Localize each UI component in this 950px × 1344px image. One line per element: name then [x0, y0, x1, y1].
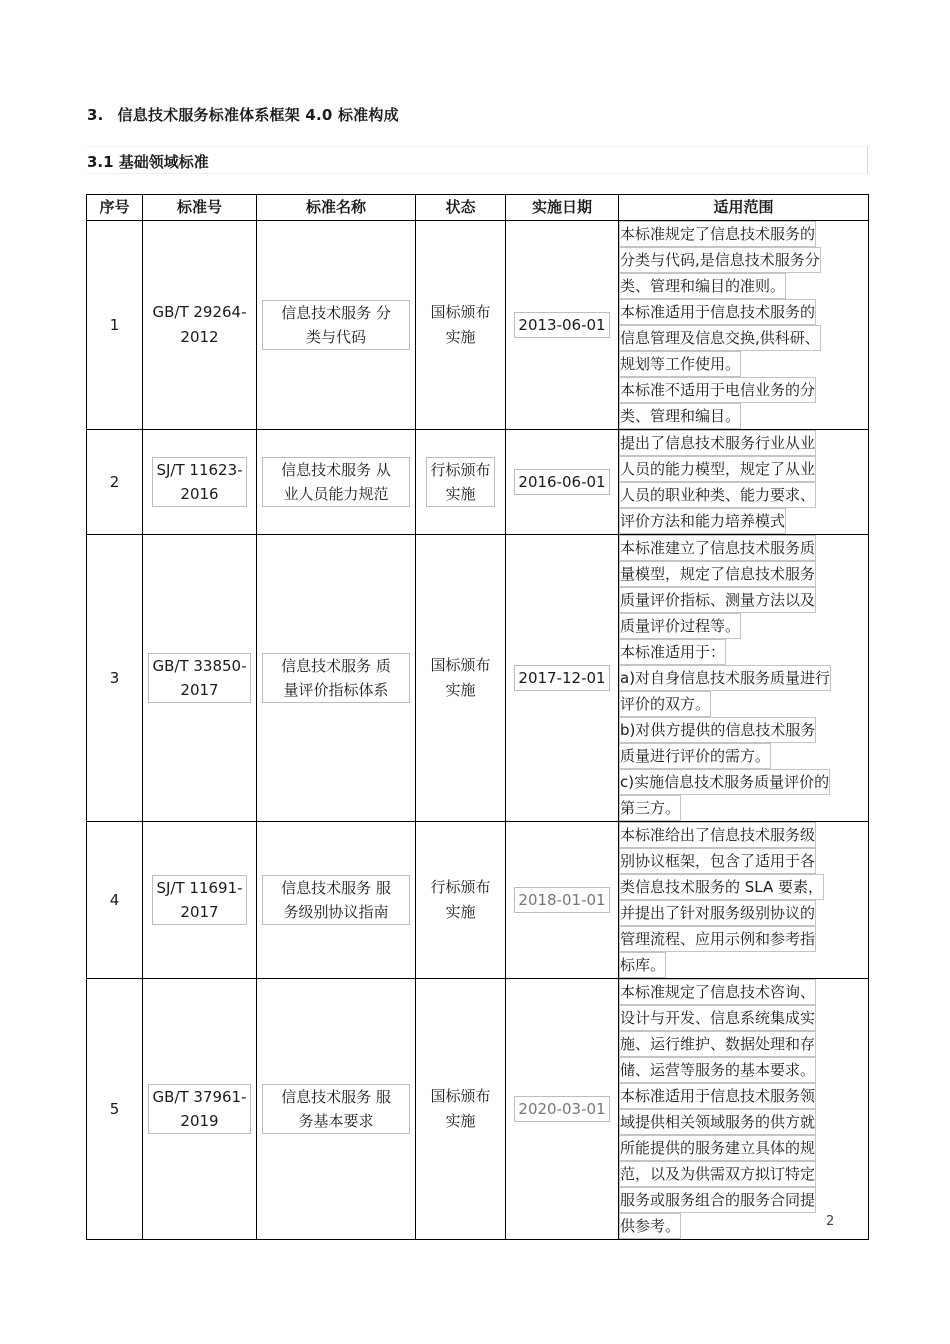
scope-line: a)对自身信息技术服务质量进行	[619, 665, 831, 691]
scope-line: 评价的双方。	[619, 691, 711, 717]
scope-line: 规划等工作使用。	[619, 351, 741, 377]
cell-date	[506, 430, 619, 535]
cell-code	[143, 979, 257, 1240]
cell-scope	[619, 822, 869, 979]
table-row	[87, 822, 869, 979]
scope-line: 类信息技术服务的 SLA 要素，	[619, 874, 824, 900]
scope-line: 提出了信息技术服务行业从业	[619, 430, 816, 456]
scope-line: 人员的职业种类、能力要求、	[619, 482, 816, 508]
code-line: GB/T 29264-	[152, 303, 247, 321]
cell-name	[257, 535, 416, 822]
cell-code	[143, 430, 257, 535]
scope-line: 本标准规定了信息技术服务的	[619, 221, 816, 247]
scope-line: 评价方法和能力培养模式	[619, 508, 786, 534]
table-row	[87, 535, 869, 822]
header-scope: 适用范围	[619, 195, 869, 221]
scope-line: 信息管理及信息交换,供科研、	[619, 325, 821, 351]
cell-name	[257, 430, 416, 535]
scope-line: c)实施信息技术服务质量评价的	[619, 769, 830, 795]
scope-line: 本标准适用于信息技术服务的	[619, 299, 816, 325]
code-box: GB/T 33850- 2017	[148, 653, 250, 703]
scope-line: 范，以及为供需双方拟订特定	[619, 1161, 816, 1187]
standard-name: 信息技术服务 质 量评价指标体系	[262, 653, 410, 703]
scope-line: 分类与代码,是信息技术服务分	[619, 247, 821, 273]
scope-line: 本标准不适用于电信业务的分	[619, 377, 816, 403]
scope-line: 域提供相关领域服务的供方就	[619, 1109, 816, 1135]
scope-line: 第三方。	[619, 795, 681, 821]
scope-line: 服务或服务组合的服务合同提	[619, 1187, 816, 1213]
scope-line: 别协议框架，包含了适用于各	[619, 848, 816, 874]
subsection-heading-box	[86, 146, 868, 174]
table-row	[87, 979, 869, 1240]
scope-line: b)对供方提供的信息技术服务	[619, 717, 816, 743]
scope-line: 质量进行评价的需方。	[619, 743, 771, 769]
cell-status: 国标颁布 实施	[416, 221, 506, 430]
subsection-heading: 3.1 基础领域标准	[87, 153, 209, 171]
scope-line: 量模型，规定了信息技术服务	[619, 561, 816, 587]
effective-date: 2018-01-01	[514, 887, 609, 913]
code-box: SJ/T 11691- 2017	[152, 875, 246, 925]
code-box: GB/T 37961- 2019	[148, 1084, 250, 1134]
page-number: 2	[826, 1214, 835, 1229]
standard-name: 信息技术服务 从 业人员能力规范	[262, 457, 410, 507]
scope-line: 本标准给出了信息技术服务级	[619, 822, 816, 848]
scope-line: 设计与开发、信息系统集成实	[619, 1005, 816, 1031]
standard-name: 信息技术服务 服 务基本要求	[262, 1084, 410, 1134]
scope-line: 本标准建立了信息技术服务质	[619, 535, 816, 561]
table-header-row	[87, 195, 869, 221]
status-box: 行标颁布 实施	[426, 457, 494, 507]
cell-code	[143, 535, 257, 822]
cell-index: 5	[87, 979, 143, 1240]
header-code: 标准号	[143, 195, 257, 221]
cell-index: 2	[87, 430, 143, 535]
standards-table	[86, 194, 869, 1240]
scope-line: 质量评价过程等。	[619, 613, 741, 639]
standard-name: 信息技术服务 服 务级别协议指南	[262, 875, 410, 925]
code-line: 2012	[180, 328, 219, 346]
cell-name	[257, 221, 416, 430]
effective-date: 2013-06-01	[514, 312, 609, 338]
scope-line: 标库。	[619, 952, 666, 978]
header-status: 状态	[416, 195, 506, 221]
effective-date: 2020-03-01	[514, 1096, 609, 1122]
cell-date	[506, 221, 619, 430]
scope-line: 类、管理和编目的准则。	[619, 273, 786, 299]
cell-date	[506, 979, 619, 1240]
scope-line: 本标准适用于：	[619, 639, 726, 665]
effective-date: 2017-12-01	[514, 665, 609, 691]
scope-line: 施、运行维护、数据处理和存	[619, 1031, 816, 1057]
table-row	[87, 221, 869, 430]
standard-name: 信息技术服务 分 类与代码	[262, 300, 410, 350]
cell-name	[257, 822, 416, 979]
cell-date	[506, 535, 619, 822]
scope-line: 本标准规定了信息技术咨询、	[619, 979, 816, 1005]
cell-index: 3	[87, 535, 143, 822]
scope-line: 储、运营等服务的基本要求。	[619, 1057, 816, 1083]
cell-status: 国标颁布 实施	[416, 979, 506, 1240]
scope-line: 供参考。	[619, 1213, 681, 1239]
cell-name	[257, 979, 416, 1240]
cell-status	[416, 430, 506, 535]
scope-line: 所能提供的服务建立具体的规	[619, 1135, 816, 1161]
cell-index: 4	[87, 822, 143, 979]
section-heading	[87, 104, 399, 125]
cell-scope	[619, 430, 869, 535]
header-name: 标准名称	[257, 195, 416, 221]
scope-line: 人员的能力模型，规定了从业	[619, 456, 816, 482]
cell-scope	[619, 535, 869, 822]
table-row	[87, 430, 869, 535]
cell-code	[143, 221, 257, 430]
scope-line: 质量评价指标、测量方法以及	[619, 587, 816, 613]
header-date: 实施日期	[506, 195, 619, 221]
scope-line: 管理流程、应用示例和参考指	[619, 926, 816, 952]
cell-date	[506, 822, 619, 979]
effective-date: 2016-06-01	[514, 469, 609, 495]
cell-status: 国标颁布 实施	[416, 535, 506, 822]
cell-index: 1	[87, 221, 143, 430]
cell-status: 行标颁布 实施	[416, 822, 506, 979]
cell-code	[143, 822, 257, 979]
scope-line: 本标准适用于信息技术服务领	[619, 1083, 816, 1109]
scope-line: 类、管理和编目。	[619, 403, 741, 429]
header-index: 序号	[87, 195, 143, 221]
code-box: SJ/T 11623- 2016	[152, 457, 246, 507]
cell-scope	[619, 979, 869, 1240]
cell-scope	[619, 221, 869, 430]
scope-line: 并提出了针对服务级别协议的	[619, 900, 816, 926]
section-number: 3.	[87, 106, 104, 124]
section-title: 信息技术服务标准体系框架 4.0 标准构成	[117, 106, 399, 124]
